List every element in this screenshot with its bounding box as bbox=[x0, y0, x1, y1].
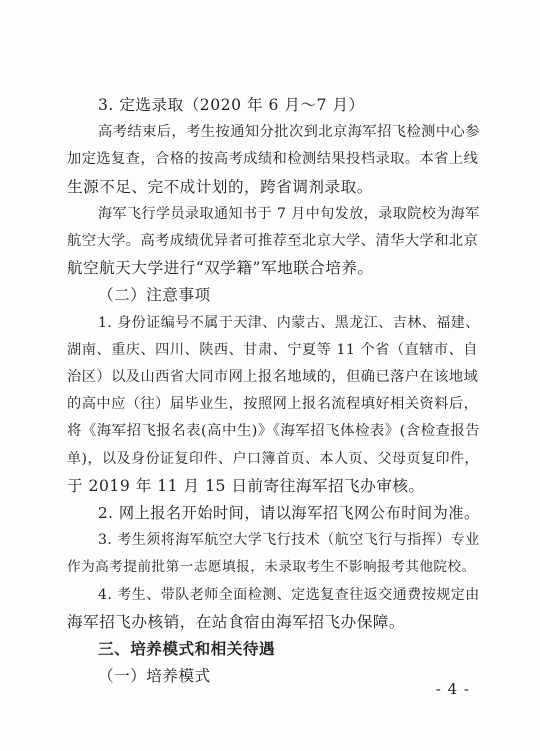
text-line: 1. 身份证编号不属于天津、内蒙古、黑龙江、吉林、福建、 bbox=[98, 314, 480, 331]
text-line: 2. 网上报名开始时间，请以海军招飞网公布时间为准。 bbox=[98, 504, 480, 523]
note-item-1 bbox=[67, 310, 479, 500]
text-line: 湖南、重庆、四川、陕西、甘肃、宁夏等 11 个省（直辖市、自 bbox=[67, 341, 478, 358]
paragraph-admission-recheck bbox=[67, 119, 479, 201]
note-item-2 bbox=[67, 500, 479, 527]
text-line: 4. 考生、带队老师全面检测、定选复查往返交通费按规定由 bbox=[98, 586, 480, 603]
section-3-heading bbox=[67, 92, 479, 119]
note-item-3 bbox=[67, 527, 479, 581]
subsection-notes-heading bbox=[67, 282, 479, 309]
text-line: 航空航天大学进行“双学籍”军地联合培养。 bbox=[67, 259, 374, 278]
text-line: 航空大学。高考成绩优异者可推荐至北京大学、清华大学和北京 bbox=[67, 233, 479, 250]
text-line: 3. 考生须将海军航空大学飞行技术（航空飞行与指挥）专业 bbox=[98, 532, 480, 549]
subsection-training-mode-heading bbox=[67, 663, 479, 690]
text-line: 高考结束后，考生按通知分批次到北京海军招飞检测中心参 bbox=[98, 124, 480, 141]
text-line: 治区）以及山西省大同市网上报名地域的，但确已落户在该地域 bbox=[67, 369, 479, 386]
text-line: （一）培养模式 bbox=[98, 667, 211, 686]
text-line: 加定选复查，合格的按高考成绩和检测结果投档录取。本省上线 bbox=[67, 151, 479, 168]
text-line: 海军招飞办核销，在站食宿由海军招飞办保障。 bbox=[67, 612, 405, 631]
text-line: 作为高考提前批第一志愿填报，未录取考生不影响报考其他院校。 bbox=[67, 559, 476, 576]
text-line: 单)，以及身份证复印件、户口簿首页、本人页、父母页复印件， bbox=[67, 450, 479, 467]
text-line: 生源不足、完不成计划的，跨省调剂录取。 bbox=[67, 177, 373, 196]
text-line: 将《海军招飞报名表(高中生)》《海军招飞体检表》(含检查报告 bbox=[67, 423, 481, 440]
page-number: - 4 - bbox=[435, 680, 470, 698]
note-item-4 bbox=[67, 582, 479, 636]
paragraph-admission-notice bbox=[67, 201, 479, 283]
text-line: 3. 定选录取（2020 年 6 月～7 月） bbox=[98, 96, 365, 114]
text-line: 于 2019 年 11 月 15 日前寄往海军招飞办审核。 bbox=[67, 476, 425, 495]
text-line: （二）注意事项 bbox=[98, 286, 211, 305]
section-three-heading bbox=[67, 636, 479, 663]
text-line: 的高中应（往）届毕业生，按照网上报名流程填好相关资料后， bbox=[67, 396, 479, 413]
document-body bbox=[67, 92, 479, 690]
text-line: 海军飞行学员录取通知书于 7 月中旬发放，录取院校为海军 bbox=[98, 205, 480, 222]
text-line: 三、培养模式和相关待遇 bbox=[98, 640, 276, 659]
